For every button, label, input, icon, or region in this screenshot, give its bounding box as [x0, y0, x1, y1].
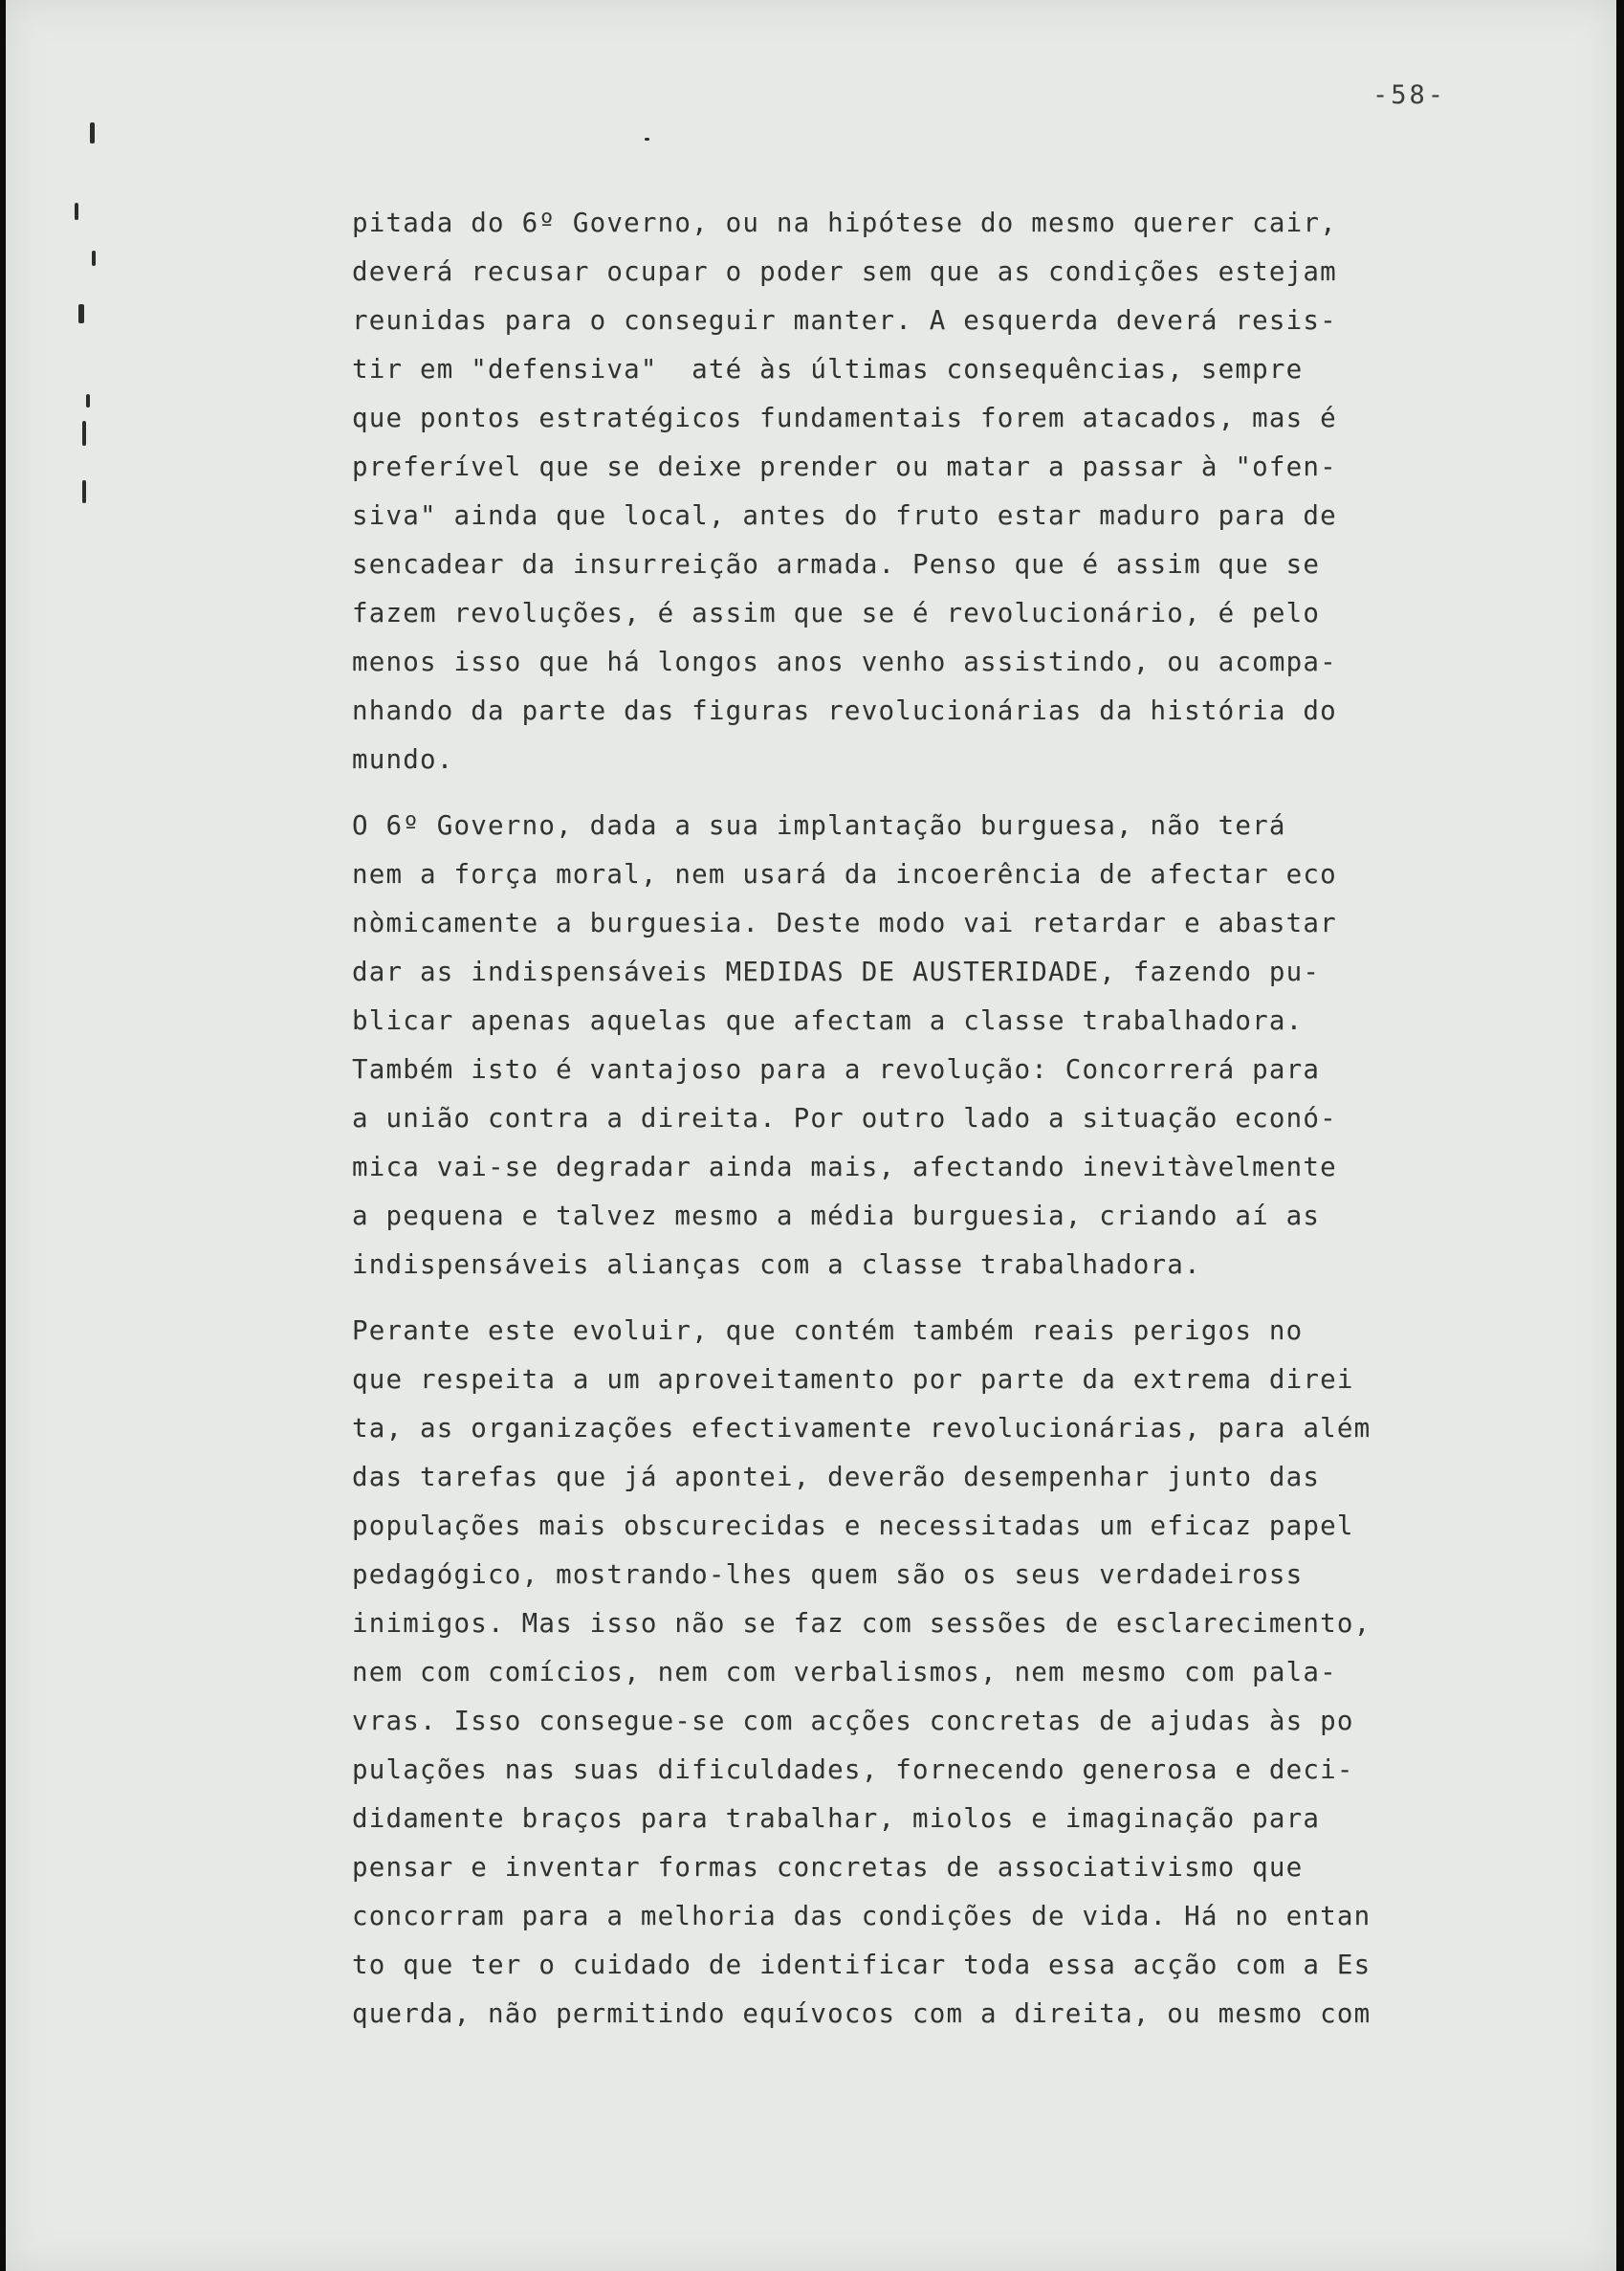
- document-page: [6, 0, 1616, 2271]
- text-line: nòmicamente a burguesia. Deste modo vai retardar e abastar: [352, 908, 1337, 938]
- binding-hole-mark: [92, 251, 96, 266]
- binding-hole-mark: [78, 304, 84, 323]
- text-line: Perante este evoluir, que contém também reais perigos no: [352, 1315, 1304, 1346]
- text-line: querda, não permitindo equívocos com a direita, ou mesmo com: [352, 1998, 1372, 2029]
- paragraph: [352, 199, 1500, 784]
- text-line: preferível que se deixe prender ou matar a passar à "ofen-: [352, 452, 1337, 482]
- text-line: fazem revoluções, é assim que se é revolucionário, é pelo: [352, 598, 1321, 628]
- body-text: [352, 199, 1500, 2039]
- text-line: deverá recusar ocupar o poder sem que as condições estejam: [352, 256, 1337, 287]
- binding-hole-mark: [75, 203, 78, 220]
- text-line: das tarefas que já apontei, deverão desempenhar junto das: [352, 1462, 1321, 1492]
- text-line: mica vai-se degradar ainda mais, afectando inevitàvelmente: [352, 1152, 1337, 1182]
- text-line: nem com comícios, nem com verbalismos, nem mesmo com pala-: [352, 1657, 1337, 1687]
- paragraph: [352, 1307, 1500, 2039]
- text-line: didamente braços para trabalhar, miolos e imaginação para: [352, 1803, 1321, 1834]
- text-line: Também isto é vantajoso para a revolução: Concorrerá para: [352, 1054, 1321, 1085]
- text-line: ta, as organizações efectivamente revolucionárias, para além: [352, 1413, 1372, 1444]
- text-line: pedagógico, mostrando-lhes quem são os seus verdadeiross: [352, 1559, 1304, 1590]
- text-line: sencadear da insurreição armada. Penso que é assim que se: [352, 549, 1321, 580]
- text-line: inimigos. Mas isso não se faz com sessões de esclarecimento,: [352, 1608, 1372, 1639]
- text-line: pensar e inventar formas concretas de associativismo que: [352, 1852, 1304, 1883]
- stray-mark: [645, 138, 649, 141]
- text-line: reunidas para o conseguir manter. A esquerda deverá resis-: [352, 305, 1337, 336]
- binding-hole-mark: [82, 480, 86, 503]
- text-line: nem a força moral, nem usará da incoerência de afectar eco: [352, 859, 1337, 890]
- text-line: pitada do 6º Governo, ou na hipótese do mesmo querer cair,: [352, 208, 1337, 238]
- text-line: que pontos estratégicos fundamentais forem atacados, mas é: [352, 403, 1337, 433]
- text-line: pulações nas suas dificuldades, fornecendo generosa e deci-: [352, 1754, 1354, 1785]
- text-line: a união contra a direita. Por outro lado a situação econó-: [352, 1103, 1337, 1134]
- text-line: nhando da parte das figuras revolucionárias da história do: [352, 695, 1337, 726]
- text-line: siva" ainda que local, antes do fruto estar maduro para de: [352, 500, 1337, 531]
- binding-hole-mark: [90, 122, 95, 143]
- text-line: tir em "defensiva" até às últimas consequências, sempre: [352, 354, 1304, 385]
- binding-hole-mark: [86, 394, 90, 408]
- text-line: blicar apenas aquelas que afectam a classe trabalhadora.: [352, 1005, 1304, 1036]
- text-line: vras. Isso consegue-se com acções concretas de ajudas às po: [352, 1706, 1354, 1736]
- text-line: dar as indispensáveis MEDIDAS DE AUSTERIDADE, fazendo pu-: [352, 957, 1321, 987]
- page-number: -58-: [1372, 80, 1446, 110]
- text-line: que respeita a um aproveitamento por parte da extrema direi: [352, 1364, 1354, 1395]
- text-line: populações mais obscurecidas e necessitadas um eficaz papel: [352, 1510, 1354, 1541]
- binding-hole-mark: [82, 421, 86, 446]
- text-line: indispensáveis alianças com a classe trabalhadora.: [352, 1249, 1201, 1280]
- text-line: concorram para a melhoria das condições de vida. Há no entan: [352, 1901, 1372, 1931]
- text-line: mundo.: [352, 744, 454, 775]
- paragraph: [352, 802, 1500, 1290]
- text-line: a pequena e talvez mesmo a média burguesia, criando aí as: [352, 1201, 1321, 1231]
- text-line: to que ter o cuidado de identificar toda essa acção com a Es: [352, 1950, 1372, 1980]
- text-line: menos isso que há longos anos venho assistindo, ou acompa-: [352, 647, 1337, 677]
- text-line: O 6º Governo, dada a sua implantação burguesa, não terá: [352, 810, 1286, 841]
